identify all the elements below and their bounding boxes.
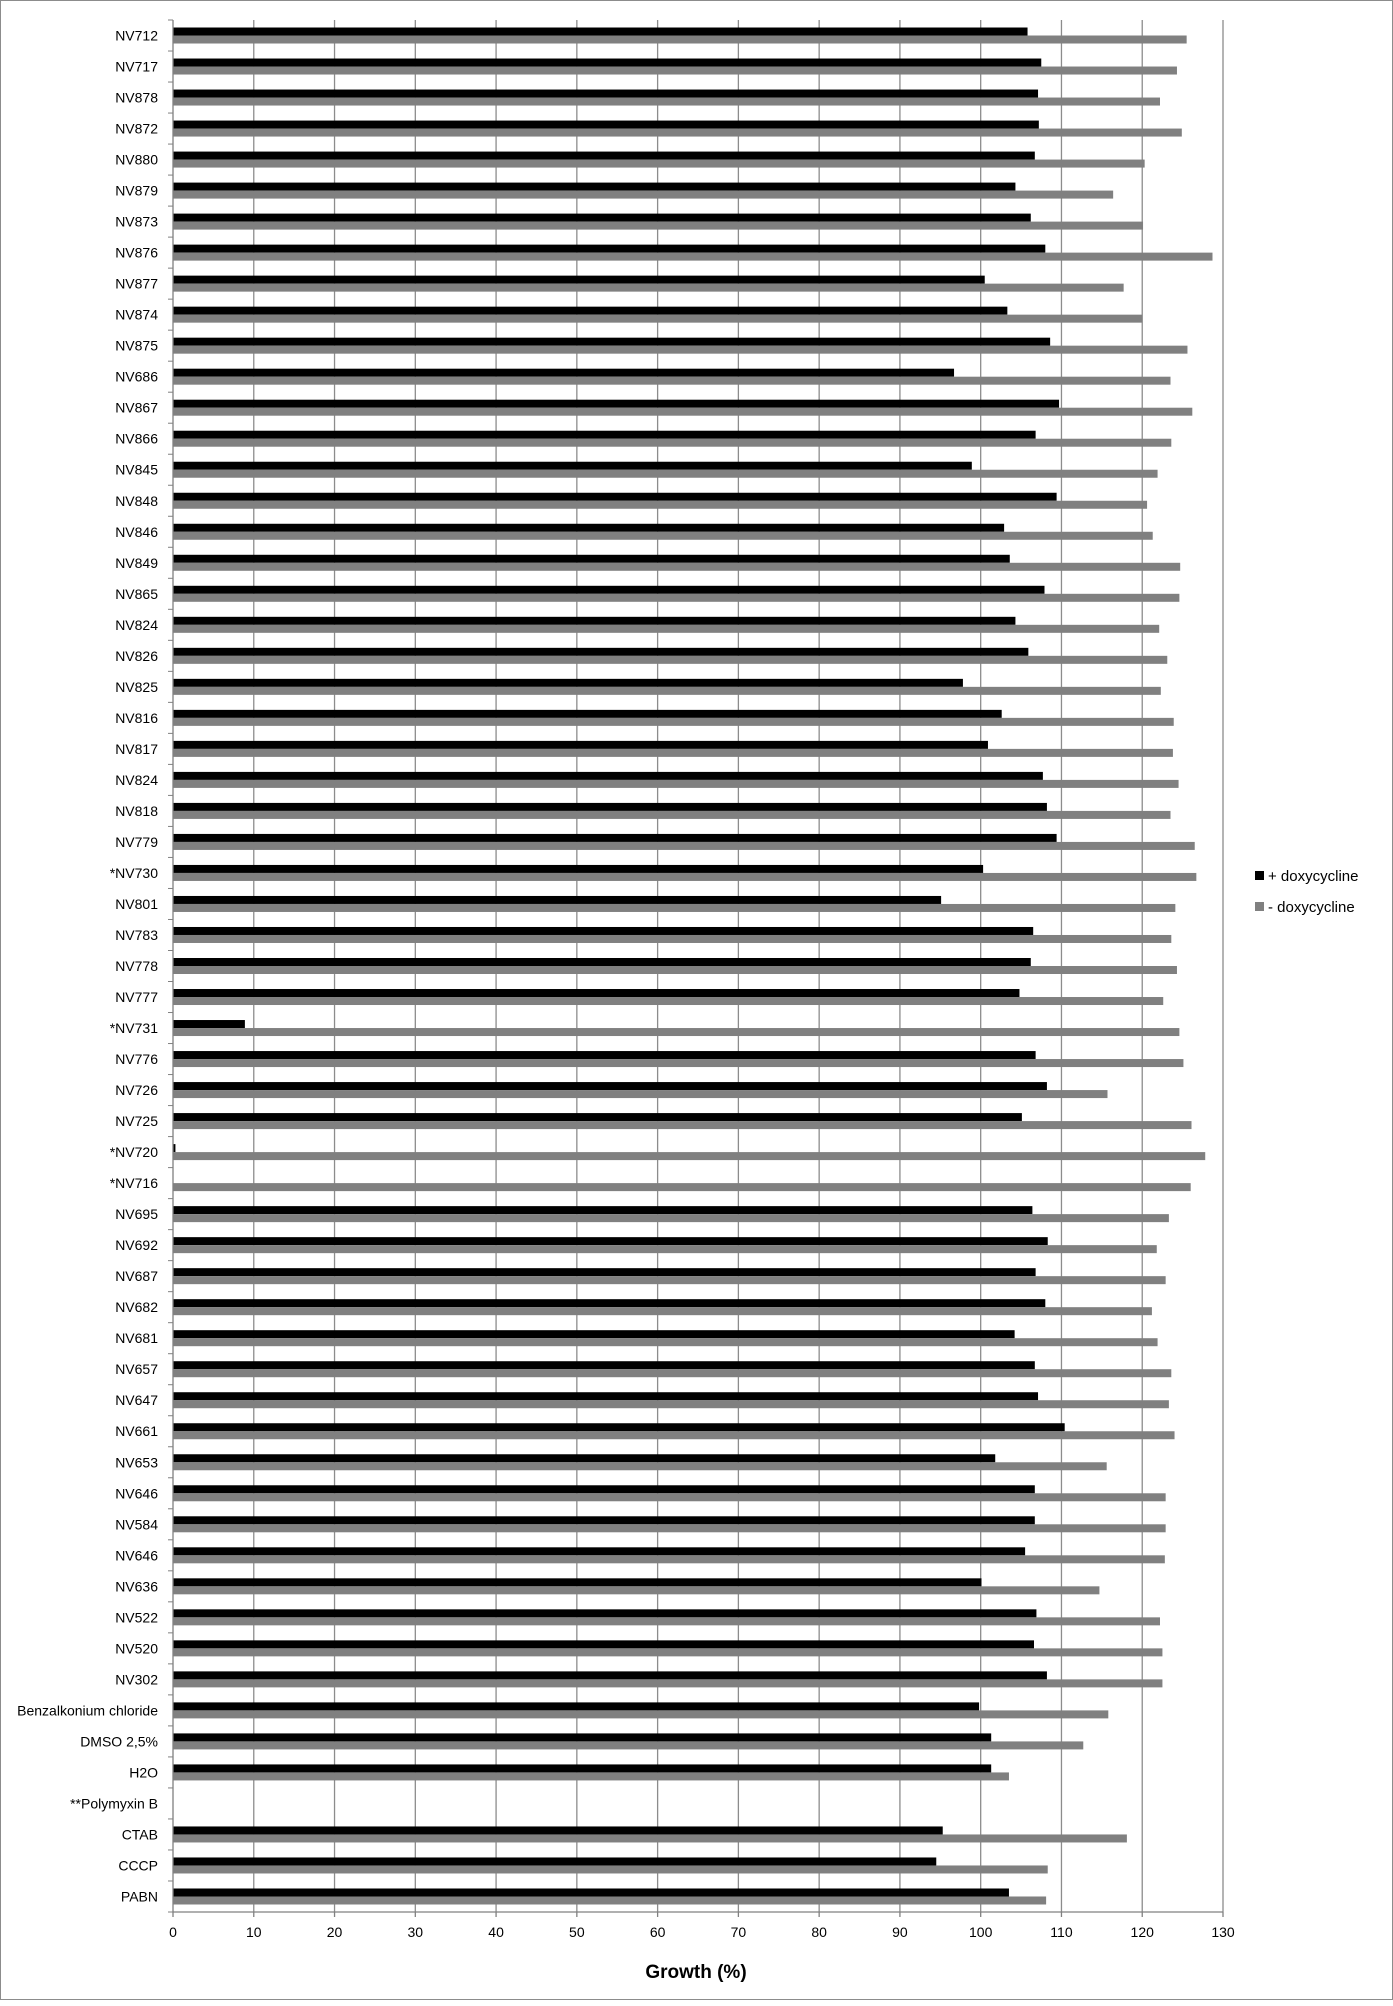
bar-plus-doxycycline bbox=[173, 741, 988, 749]
bar-plus-doxycycline bbox=[173, 1547, 1025, 1555]
bar-minus-doxycycline bbox=[173, 1059, 1183, 1067]
legend-label: - doxycycline bbox=[1268, 899, 1355, 916]
bar-plus-doxycycline bbox=[173, 1826, 943, 1834]
category-label: NV848 bbox=[115, 492, 158, 509]
bar-plus-doxycycline bbox=[173, 245, 1045, 253]
category-label: NV779 bbox=[115, 833, 158, 850]
category-label: NV866 bbox=[115, 430, 158, 447]
bar-plus-doxycycline bbox=[173, 1454, 995, 1462]
category-label: NV865 bbox=[115, 585, 158, 602]
category-label: NV695 bbox=[115, 1206, 158, 1223]
bar-minus-doxycycline bbox=[173, 811, 1171, 819]
category-label: NV520 bbox=[115, 1640, 158, 1657]
bar-plus-doxycycline bbox=[173, 1392, 1038, 1400]
category-label: NV657 bbox=[115, 1361, 158, 1378]
bar-plus-doxycycline bbox=[173, 493, 1057, 501]
bar-minus-doxycycline bbox=[173, 470, 1158, 478]
bar-plus-doxycycline bbox=[173, 1206, 1032, 1214]
growth-bar-chart bbox=[1, 1, 1393, 2001]
x-tick-label: 30 bbox=[407, 1924, 424, 1940]
bar-minus-doxycycline bbox=[173, 532, 1153, 540]
bar-plus-doxycycline bbox=[173, 710, 1002, 718]
category-label: NV681 bbox=[115, 1330, 158, 1347]
bar-minus-doxycycline bbox=[173, 346, 1187, 354]
x-axis-title: Growth (%) bbox=[645, 1962, 747, 1983]
bar-plus-doxycycline bbox=[173, 989, 1019, 997]
bar-minus-doxycycline bbox=[173, 253, 1213, 261]
bar-plus-doxycycline bbox=[173, 1020, 245, 1028]
bar-minus-doxycycline bbox=[173, 36, 1187, 44]
bar-minus-doxycycline bbox=[173, 222, 1143, 230]
bar-minus-doxycycline bbox=[173, 1462, 1107, 1470]
bar-minus-doxycycline bbox=[173, 1400, 1169, 1408]
bar-plus-doxycycline bbox=[173, 1268, 1036, 1276]
bar-plus-doxycycline bbox=[173, 214, 1031, 222]
bar-plus-doxycycline bbox=[173, 1423, 1065, 1431]
category-label: CTAB bbox=[121, 1826, 158, 1843]
category-label: NV647 bbox=[115, 1392, 158, 1409]
bar-plus-doxycycline bbox=[173, 834, 1057, 842]
category-label: NV817 bbox=[115, 740, 158, 757]
bar-minus-doxycycline bbox=[173, 98, 1160, 106]
x-tick-label: 70 bbox=[730, 1924, 747, 1940]
category-label: NV717 bbox=[115, 58, 158, 75]
bar-plus-doxycycline bbox=[173, 1051, 1036, 1059]
bar-plus-doxycycline bbox=[173, 927, 1033, 935]
bar-minus-doxycycline bbox=[173, 1524, 1166, 1532]
bar-plus-doxycycline bbox=[173, 338, 1050, 346]
bar-plus-doxycycline bbox=[173, 865, 983, 873]
bar-minus-doxycycline bbox=[173, 1710, 1108, 1718]
bar-minus-doxycycline bbox=[173, 1772, 1009, 1780]
category-label: NV725 bbox=[115, 1113, 158, 1130]
bar-plus-doxycycline bbox=[173, 524, 1004, 532]
bar-minus-doxycycline bbox=[173, 1245, 1157, 1253]
legend-swatch-plus-doxycycline bbox=[1255, 871, 1264, 880]
bar-minus-doxycycline bbox=[173, 780, 1179, 788]
bar-plus-doxycycline bbox=[173, 1733, 991, 1741]
bar-plus-doxycycline bbox=[173, 679, 963, 687]
category-label: NV646 bbox=[115, 1547, 158, 1564]
bar-minus-doxycycline bbox=[173, 1338, 1158, 1346]
category-label: NV801 bbox=[115, 895, 158, 912]
category-label: NV873 bbox=[115, 213, 158, 230]
bar-minus-doxycycline bbox=[173, 1741, 1083, 1749]
bar-plus-doxycycline bbox=[173, 896, 941, 904]
bar-minus-doxycycline bbox=[173, 1555, 1165, 1563]
category-label: NV646 bbox=[115, 1485, 158, 1502]
bar-plus-doxycycline bbox=[173, 1361, 1035, 1369]
category-label: NV874 bbox=[115, 306, 158, 323]
bar-plus-doxycycline bbox=[173, 1640, 1034, 1648]
bar-minus-doxycycline bbox=[173, 377, 1171, 385]
bar-plus-doxycycline bbox=[173, 1113, 1022, 1121]
bar-minus-doxycycline bbox=[173, 1276, 1166, 1284]
bar-plus-doxycycline bbox=[173, 648, 1028, 656]
bar-plus-doxycycline bbox=[173, 1516, 1035, 1524]
x-tick-label: 60 bbox=[649, 1924, 666, 1940]
bar-plus-doxycycline bbox=[173, 1082, 1047, 1090]
legend bbox=[1255, 868, 1358, 916]
bar-plus-doxycycline bbox=[173, 28, 1028, 36]
bar-minus-doxycycline bbox=[173, 1121, 1192, 1129]
category-label: H2O bbox=[129, 1764, 158, 1781]
category-label: NV824 bbox=[115, 616, 158, 633]
bar-plus-doxycycline bbox=[173, 152, 1035, 160]
bar-plus-doxycycline bbox=[173, 1330, 1015, 1338]
bar-plus-doxycycline bbox=[173, 1764, 991, 1772]
bar-minus-doxycycline bbox=[173, 1896, 1046, 1904]
category-label: NV816 bbox=[115, 709, 158, 726]
bar-minus-doxycycline bbox=[173, 129, 1182, 137]
x-tick-label: 10 bbox=[245, 1924, 262, 1940]
bar-plus-doxycycline bbox=[173, 1888, 1009, 1896]
category-label: DMSO 2,5% bbox=[80, 1733, 158, 1750]
category-label: NV867 bbox=[115, 399, 158, 416]
bar-plus-doxycycline bbox=[173, 1299, 1045, 1307]
bar-plus-doxycycline bbox=[173, 400, 1059, 408]
category-label: NV661 bbox=[115, 1423, 158, 1440]
bar-plus-doxycycline bbox=[173, 958, 1031, 966]
category-label: NV636 bbox=[115, 1578, 158, 1595]
category-label: NV877 bbox=[115, 275, 158, 292]
bar-minus-doxycycline bbox=[173, 1493, 1166, 1501]
category-label: NV879 bbox=[115, 182, 158, 199]
category-label: *NV731 bbox=[109, 1020, 158, 1037]
bar-plus-doxycycline bbox=[173, 90, 1038, 98]
category-label: NV522 bbox=[115, 1609, 158, 1626]
bar-plus-doxycycline bbox=[173, 1702, 979, 1710]
category-label: NV875 bbox=[115, 337, 158, 354]
bar-minus-doxycycline bbox=[173, 656, 1167, 664]
category-label: NV783 bbox=[115, 926, 158, 943]
category-label: NV826 bbox=[115, 647, 158, 664]
bar-minus-doxycycline bbox=[173, 67, 1177, 75]
category-label: NV846 bbox=[115, 523, 158, 540]
category-label: NV584 bbox=[115, 1516, 158, 1533]
category-label: NV302 bbox=[115, 1671, 158, 1688]
legend-swatch-minus-doxycycline bbox=[1255, 902, 1264, 911]
bar-minus-doxycycline bbox=[173, 1028, 1179, 1036]
category-label: NV687 bbox=[115, 1268, 158, 1285]
bar-minus-doxycycline bbox=[173, 966, 1177, 974]
category-label: Benzalkonium chloride bbox=[17, 1702, 158, 1719]
bar-plus-doxycycline bbox=[173, 555, 1010, 563]
category-label: NV824 bbox=[115, 771, 158, 788]
x-tick-label: 100 bbox=[969, 1924, 993, 1940]
bar-minus-doxycycline bbox=[173, 1214, 1169, 1222]
bar-minus-doxycycline bbox=[173, 1865, 1048, 1873]
bar-plus-doxycycline bbox=[173, 1485, 1035, 1493]
bar-minus-doxycycline bbox=[173, 1679, 1162, 1687]
category-label: *NV720 bbox=[109, 1144, 158, 1161]
x-tick-label: 50 bbox=[569, 1924, 585, 1940]
bar-minus-doxycycline bbox=[173, 191, 1113, 199]
bar-minus-doxycycline bbox=[173, 842, 1195, 850]
category-label: *NV730 bbox=[109, 864, 158, 881]
x-tick-label: 0 bbox=[169, 1924, 177, 1940]
category-label: NV818 bbox=[115, 802, 158, 819]
bar-plus-doxycycline bbox=[173, 1671, 1047, 1679]
category-label: NV880 bbox=[115, 151, 158, 168]
bar-minus-doxycycline bbox=[173, 563, 1180, 571]
category-label: PABN bbox=[120, 1888, 158, 1905]
bar-plus-doxycycline bbox=[173, 803, 1047, 811]
x-tick-label: 80 bbox=[811, 1924, 827, 1940]
category-label: NV778 bbox=[115, 958, 158, 974]
bar-minus-doxycycline bbox=[173, 1090, 1108, 1098]
bar-minus-doxycycline bbox=[173, 873, 1196, 881]
category-label: NV878 bbox=[115, 89, 158, 106]
category-label: NV712 bbox=[115, 27, 158, 44]
bar-minus-doxycycline bbox=[173, 1648, 1162, 1656]
x-tick-label: 40 bbox=[488, 1924, 504, 1940]
category-label: NV653 bbox=[115, 1454, 158, 1471]
category-label: NV845 bbox=[115, 461, 158, 478]
category-label: NV849 bbox=[115, 554, 158, 571]
bar-minus-doxycycline bbox=[173, 1834, 1127, 1842]
bar-minus-doxycycline bbox=[173, 1307, 1152, 1315]
bar-minus-doxycycline bbox=[173, 408, 1192, 416]
bar-plus-doxycycline bbox=[173, 276, 985, 284]
x-tick-label: 110 bbox=[1050, 1924, 1073, 1940]
legend-label: + doxycycline bbox=[1268, 868, 1359, 885]
x-tick-label: 120 bbox=[1130, 1924, 1154, 1940]
bar-minus-doxycycline bbox=[173, 1617, 1160, 1625]
bar-minus-doxycycline bbox=[173, 749, 1173, 757]
category-label: NV686 bbox=[115, 368, 158, 385]
x-tick-label: 90 bbox=[892, 1924, 908, 1940]
category-label: NV682 bbox=[115, 1299, 158, 1316]
bar-minus-doxycycline bbox=[173, 1183, 1191, 1191]
x-tick-label: 20 bbox=[326, 1924, 343, 1940]
bar-plus-doxycycline bbox=[173, 183, 1015, 191]
category-label: NV825 bbox=[115, 678, 158, 695]
category-labels bbox=[17, 28, 158, 1905]
bar-series bbox=[173, 28, 1213, 1905]
x-tick-label: 130 bbox=[1211, 1924, 1235, 1940]
bar-minus-doxycycline bbox=[173, 1152, 1205, 1160]
bar-minus-doxycycline bbox=[173, 904, 1175, 912]
bar-plus-doxycycline bbox=[173, 1609, 1036, 1617]
bar-minus-doxycycline bbox=[173, 594, 1179, 602]
bar-plus-doxycycline bbox=[173, 586, 1045, 594]
category-label: NV692 bbox=[115, 1237, 158, 1254]
category-label: CCCP bbox=[118, 1857, 158, 1874]
bar-plus-doxycycline bbox=[173, 431, 1036, 439]
bar-minus-doxycycline bbox=[173, 625, 1159, 633]
category-label: NV726 bbox=[115, 1082, 158, 1099]
bar-minus-doxycycline bbox=[173, 997, 1163, 1005]
category-label: *NV716 bbox=[109, 1175, 158, 1192]
bar-minus-doxycycline bbox=[173, 315, 1142, 323]
bar-minus-doxycycline bbox=[173, 284, 1124, 292]
bar-minus-doxycycline bbox=[173, 160, 1145, 168]
bar-plus-doxycycline bbox=[173, 121, 1039, 129]
bar-plus-doxycycline bbox=[173, 1857, 936, 1865]
bar-plus-doxycycline bbox=[173, 772, 1043, 780]
bar-plus-doxycycline bbox=[173, 59, 1041, 67]
bar-plus-doxycycline bbox=[173, 369, 954, 377]
category-label: NV872 bbox=[115, 120, 158, 137]
bar-minus-doxycycline bbox=[173, 1431, 1175, 1439]
category-label: NV876 bbox=[115, 244, 158, 261]
bar-minus-doxycycline bbox=[173, 935, 1171, 943]
bar-minus-doxycycline bbox=[173, 1369, 1171, 1377]
bar-plus-doxycycline bbox=[173, 307, 1007, 315]
bar-minus-doxycycline bbox=[173, 1586, 1099, 1594]
category-label: NV776 bbox=[115, 1051, 158, 1068]
bar-plus-doxycycline bbox=[173, 1578, 982, 1586]
bar-plus-doxycycline bbox=[173, 617, 1015, 625]
bar-minus-doxycycline bbox=[173, 687, 1161, 695]
bar-plus-doxycycline bbox=[173, 462, 972, 470]
category-label: NV777 bbox=[115, 989, 158, 1006]
x-tick-labels bbox=[169, 1924, 1235, 1940]
bar-minus-doxycycline bbox=[173, 439, 1171, 447]
category-label: **Polymyxin B bbox=[70, 1795, 158, 1812]
bar-minus-doxycycline bbox=[173, 718, 1174, 726]
bar-plus-doxycycline bbox=[173, 1237, 1048, 1245]
bar-minus-doxycycline bbox=[173, 501, 1147, 509]
